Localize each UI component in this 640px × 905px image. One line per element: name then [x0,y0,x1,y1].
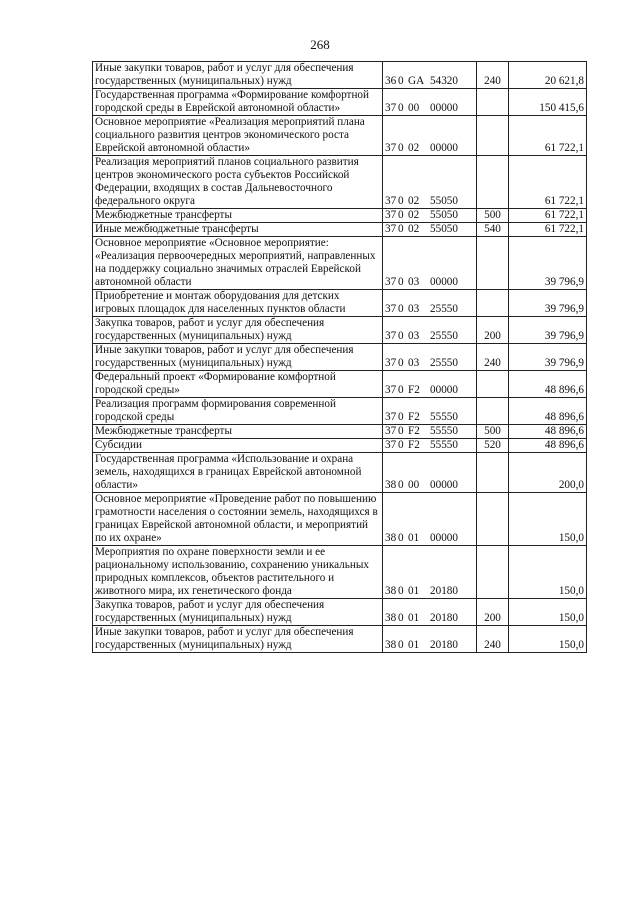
row-name: Межбюджетные трансферты [93,209,383,223]
table-row [93,371,587,398]
row-name: Основное мероприятие «Реализация мероприятий плана социального развития центров экономического роста Еврейской автономной области» [93,116,383,156]
row-expense-type [477,237,509,290]
table-row [93,223,587,237]
code-part: 0 [398,479,404,491]
code-part: 37 [385,142,397,154]
row-amount: 150,0 [509,493,587,546]
row-name: Иные закупки товаров, работ и услуг для обеспечения государственных (муниципальных) нужд [93,626,383,653]
row-code [383,599,477,626]
row-amount: 48 896,6 [509,371,587,398]
table-row [93,237,587,290]
table-row [93,209,587,223]
code-part: 0 [398,102,404,114]
row-expense-type [477,156,509,209]
table-row [93,398,587,425]
row-code [383,89,477,116]
row-code [383,223,477,237]
row-expense-type: 200 [477,317,509,344]
code-part: 0 [398,532,404,544]
row-name: Реализация мероприятий планов социального развития центров экономического роста субъектов Российской Федерации, входящих в состав Дальневосточного федерального округа [93,156,383,209]
code-part: 0 [398,639,404,651]
table-row [93,290,587,317]
budget-table [92,61,587,653]
row-name: Государственная программа «Формирование комфортной городской среды в Еврейской автономной области» [93,89,383,116]
row-code [383,546,477,599]
code-part: 37 [385,425,397,437]
code-part: 03 [408,276,420,288]
row-name: Межбюджетные трансферты [93,425,383,439]
page-number: 268 [310,37,330,52]
row-code [383,62,477,89]
code-part: 37 [385,384,397,396]
row-expense-type [477,398,509,425]
code-part: 36 [385,75,397,87]
row-code [383,493,477,546]
row-code [383,237,477,290]
code-part: 00000 [430,276,458,288]
row-name: Федеральный проект «Формирование комфортной городской среды» [93,371,383,398]
row-code [383,453,477,493]
code-part: 00 [408,479,420,491]
code-part: 38 [385,532,397,544]
row-expense-type: 500 [477,209,509,223]
code-part: 55050 [430,223,458,235]
row-code [383,398,477,425]
code-part: 37 [385,411,397,423]
code-part: 01 [408,532,420,544]
code-part: 0 [398,75,404,87]
row-expense-type [477,493,509,546]
row-name: Иные межбюджетные трансферты [93,223,383,237]
row-code [383,626,477,653]
code-part: 55550 [430,411,458,423]
row-expense-type: 520 [477,439,509,453]
code-part: 02 [408,209,420,221]
code-part: 37 [385,102,397,114]
row-name: Государственная программа «Использование и охрана земель, находящихся в границах Еврейской автономной области» [93,453,383,493]
code-part: 0 [398,223,404,235]
code-part: 38 [385,612,397,624]
table-row [93,116,587,156]
table-row [93,89,587,116]
code-part: 00 [408,102,420,114]
code-part: 00000 [430,532,458,544]
row-expense-type: 200 [477,599,509,626]
row-expense-type: 240 [477,626,509,653]
row-amount: 39 796,9 [509,290,587,317]
code-part: 37 [385,330,397,342]
code-part: 37 [385,276,397,288]
code-part: 02 [408,195,420,207]
row-expense-type [477,89,509,116]
code-part: 25550 [430,330,458,342]
code-part: 01 [408,612,420,624]
code-part: 38 [385,639,397,651]
row-code [383,290,477,317]
row-amount: 48 896,6 [509,439,587,453]
code-part: 37 [385,223,397,235]
code-part: 00000 [430,142,458,154]
row-amount: 39 796,9 [509,317,587,344]
code-part: 38 [385,479,397,491]
row-name: Мероприятия по охране поверхности земли и ее рациональному использованию, сохранению уникальных природных комплексов, объектов растительного и животного мира, их генетического фонда [93,546,383,599]
code-part: F2 [408,425,420,437]
row-amount: 20 621,8 [509,62,587,89]
row-code [383,344,477,371]
row-amount: 48 896,6 [509,425,587,439]
code-part: 0 [398,276,404,288]
row-expense-type: 240 [477,344,509,371]
row-amount: 150,0 [509,546,587,599]
code-part: 55050 [430,209,458,221]
row-expense-type [477,290,509,317]
row-amount: 48 896,6 [509,398,587,425]
code-part: 55050 [430,195,458,207]
table-row [93,439,587,453]
code-part: 20180 [430,612,458,624]
code-part: 0 [398,209,404,221]
code-part: 03 [408,303,420,315]
code-part: 00000 [430,479,458,491]
code-part: 37 [385,439,397,451]
row-amount: 61 722,1 [509,156,587,209]
row-amount: 39 796,9 [509,237,587,290]
code-part: F2 [408,439,420,451]
code-part: 0 [398,411,404,423]
row-amount: 39 796,9 [509,344,587,371]
table-row [93,493,587,546]
code-part: F2 [408,411,420,423]
row-amount: 150,0 [509,599,587,626]
code-part: 37 [385,303,397,315]
code-part: 0 [398,330,404,342]
row-code [383,116,477,156]
code-part: 38 [385,585,397,597]
table-row [93,62,587,89]
row-name: Реализация программ формирования современной городской среды [93,398,383,425]
code-part: 37 [385,209,397,221]
table-row [93,546,587,599]
table-row [93,626,587,653]
code-part: 0 [398,357,404,369]
row-name: Приобретение и монтаж оборудования для детских игровых площадок для населенных пунктов области [93,290,383,317]
row-code [383,371,477,398]
code-part: 02 [408,142,420,154]
code-part: 0 [398,439,404,451]
row-amount: 200,0 [509,453,587,493]
row-expense-type: 500 [477,425,509,439]
table-row [93,425,587,439]
code-part: 0 [398,195,404,207]
row-amount: 61 722,1 [509,223,587,237]
code-part: 0 [398,303,404,315]
row-expense-type [477,546,509,599]
code-part: 01 [408,585,420,597]
table-row [93,344,587,371]
row-name: Основное мероприятие «Проведение работ по повышению грамотности населения о состоянии земель, находящихся в границах Еврейской автономной области, и мероприятий по их охране» [93,493,383,546]
code-part: 03 [408,357,420,369]
code-part: 55550 [430,425,458,437]
row-expense-type [477,371,509,398]
code-part: 37 [385,195,397,207]
row-amount: 150 415,6 [509,89,587,116]
row-name: Субсидии [93,439,383,453]
row-name: Основное мероприятие «Основное мероприятие: «Реализация первоочередных мероприятий, направленных на поддержку социально значимых отраслей Еврейской автономной области [93,237,383,290]
table-row [93,453,587,493]
code-part: 20180 [430,585,458,597]
code-part: 00000 [430,384,458,396]
row-name: Закупка товаров, работ и услуг для обеспечения государственных (муниципальных) нужд [93,599,383,626]
code-part: 55550 [430,439,458,451]
row-code [383,439,477,453]
row-code [383,156,477,209]
code-part: 03 [408,330,420,342]
code-part: 0 [398,384,404,396]
code-part: 25550 [430,303,458,315]
code-part: 54320 [430,75,458,87]
code-part: 00000 [430,102,458,114]
row-amount: 61 722,1 [509,209,587,223]
budget-table-body [93,62,587,653]
table-row [93,599,587,626]
code-part: 0 [398,585,404,597]
row-code [383,425,477,439]
code-part: 20180 [430,639,458,651]
row-expense-type: 240 [477,62,509,89]
row-amount: 61 722,1 [509,116,587,156]
code-part: 37 [385,357,397,369]
row-name: Закупка товаров, работ и услуг для обеспечения государственных (муниципальных) нужд [93,317,383,344]
code-part: 0 [398,142,404,154]
row-expense-type [477,453,509,493]
row-code [383,209,477,223]
row-expense-type [477,116,509,156]
table-row [93,317,587,344]
row-expense-type: 540 [477,223,509,237]
row-code [383,317,477,344]
row-amount: 150,0 [509,626,587,653]
row-name: Иные закупки товаров, работ и услуг для обеспечения государственных (муниципальных) нужд [93,62,383,89]
code-part: GA [408,75,425,87]
code-part: 0 [398,612,404,624]
code-part: 0 [398,425,404,437]
table-row [93,156,587,209]
code-part: 02 [408,223,420,235]
row-name: Иные закупки товаров, работ и услуг для обеспечения государственных (муниципальных) нужд [93,344,383,371]
code-part: 25550 [430,357,458,369]
code-part: F2 [408,384,420,396]
code-part: 01 [408,639,420,651]
